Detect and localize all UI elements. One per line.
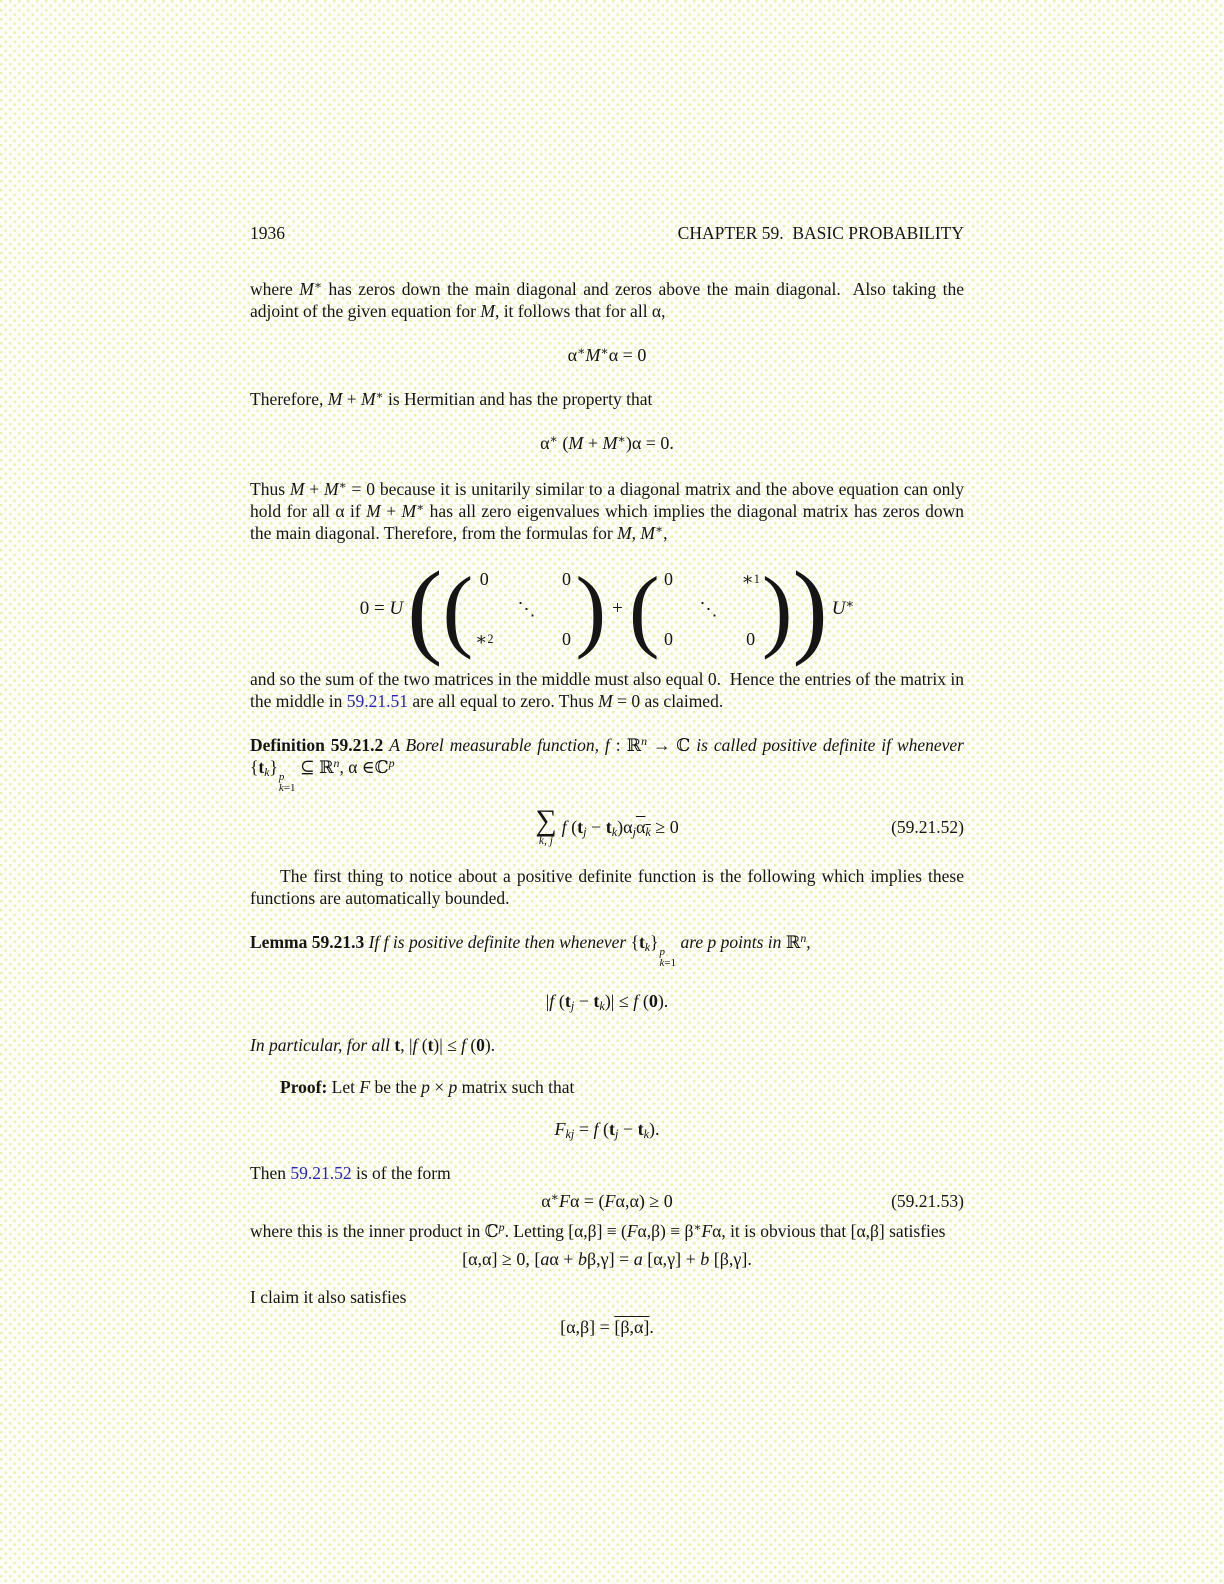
conjugate-overline: [β,α] [614, 1317, 650, 1338]
equation-display: [α,α] ≥ 0, [aα + bβ,γ] = a [α,γ] + b [β,γ]. [462, 1249, 752, 1270]
paragraph: where M∗ has zeros down the main diagonal and zeros above the main diagonal. Also taking the adjoint of the given equation for M, it follows that for all α, [250, 278, 964, 321]
cross-reference-link[interactable]: 59.21.52 [290, 1163, 352, 1184]
matrix-cell [701, 565, 715, 593]
equation-number: (59.21.52) [891, 817, 964, 838]
matrix-1 [473, 565, 575, 653]
chapter-title: CHAPTER 59. BASIC PROBABILITY [677, 223, 964, 243]
matrix-cell: 0 [479, 569, 489, 590]
equation-lhs: 0 = U [359, 598, 404, 620]
matrix-cell: ⋱ [517, 599, 536, 620]
right-paren-matrix2: ) [761, 557, 793, 660]
matrix-cell: ∗ 2 [475, 629, 494, 650]
matrix-cell: 0 [663, 569, 673, 590]
lemma-block: Lemma 59.21.3 If f is positive definite then whenever $\{t_k\}$ p k=1 are p points in ℝ$^n$, [250, 931, 811, 969]
left-paren-matrix1: ( [442, 557, 474, 660]
paragraph: In particular, for all t, |f (t)| ≤ f (0). [250, 1035, 496, 1056]
equation-body: α∗Fα = (Fα,α) ≥ 0 [541, 1190, 673, 1212]
page-header [250, 222, 964, 244]
equation-body: [α,β] = [560, 1317, 615, 1338]
equation-display [250, 1314, 964, 1340]
equation-rhs: U∗ [831, 596, 855, 620]
paragraph: where this is the inner product in ℂ$^p$. Letting [α,β] ≡ (Fα,β) ≡ β∗Fα, it is obvious that [α,β] satisfies [250, 1220, 946, 1242]
paragraph: Thus M + M∗ = 0 because it is unitarily similar to a diagonal matrix and the above equation can only hold for all α if M + M∗ has all zero eigenvalues which implies the diagonal matrix has zeros down the main diagonal. Therefore, from the formulas for M, M∗, [250, 478, 965, 543]
matrix-cell [661, 595, 675, 623]
equation-display: α∗M∗α = 0 [567, 344, 647, 365]
matrix-cell: 0 [561, 569, 571, 590]
equation-display [250, 1188, 964, 1214]
page-number: 1936 [250, 223, 285, 243]
right-paren-matrix1: ) [575, 557, 607, 660]
matrix-cell [559, 595, 573, 623]
paragraph: Then 59.21.52 is of the form [250, 1163, 451, 1184]
sum-expression [250, 804, 964, 848]
matrix-cell [477, 595, 491, 623]
right-paren-outer: ) [792, 550, 828, 667]
left-paren-matrix2: ( [628, 557, 660, 660]
equation-body: f $(t_j - t_k)\alpha_j\alpha_k \ge 0$ [561, 817, 679, 840]
matrix-cell: ⋱ [699, 599, 718, 620]
matrix-cell [701, 625, 715, 653]
matrix-cell: 0 [746, 629, 756, 650]
matrix-2 [659, 565, 761, 653]
summation-symbol: ∑ k, j [535, 804, 557, 848]
paragraph: Therefore, M + M∗ is Hermitian and has the property that [250, 388, 653, 409]
paragraph: and so the sum of the two matrices in the middle must also equal 0. Hence the entries of the matrix in the middle in 59.21.51 are all equal to zero. Thus M = 0 as claimed. [250, 669, 964, 712]
equation-period: . [649, 1317, 654, 1338]
matrix-cell [744, 595, 758, 623]
matrix-cell [519, 565, 533, 593]
equation-display [250, 804, 964, 848]
equation-display: |f $(t_j - t_k)| \le f$ (0). [545, 991, 669, 1014]
paragraph: The first thing to notice about a positive definite function is the following which implies these functions are automatically bounded. [250, 866, 964, 909]
matrix-cell: 0 [663, 629, 673, 650]
cross-reference-link[interactable]: 59.21.51 [346, 691, 408, 712]
equation-display: α∗ (M + M∗)α = 0. [540, 432, 674, 453]
left-paren-outer: ( [407, 550, 443, 667]
equation-number: (59.21.53) [891, 1191, 964, 1212]
equation-display: $F_{kj} = f$ $(t_j - t_k)$. [554, 1119, 660, 1142]
paragraph: I claim it also satisfies [250, 1287, 407, 1308]
matrix-equation [250, 550, 964, 667]
matrix-cell [519, 625, 533, 653]
matrix-cell: ∗ 1 [741, 569, 760, 590]
proof-block: Proof: Let F be the p × p matrix such that [280, 1077, 575, 1098]
page-content [250, 222, 964, 1340]
matrix-cell: 0 [561, 629, 571, 650]
definition-block: Definition 59.21.2 A Borel measurable function, f : ℝ$^n$ → ℂ is called positive definite if whenever $\{t_k\}$ p k=1 ⊆ ℝ$^n$, α ∈ℂ$^p$ [250, 734, 964, 794]
plus-sign: + [612, 598, 623, 620]
